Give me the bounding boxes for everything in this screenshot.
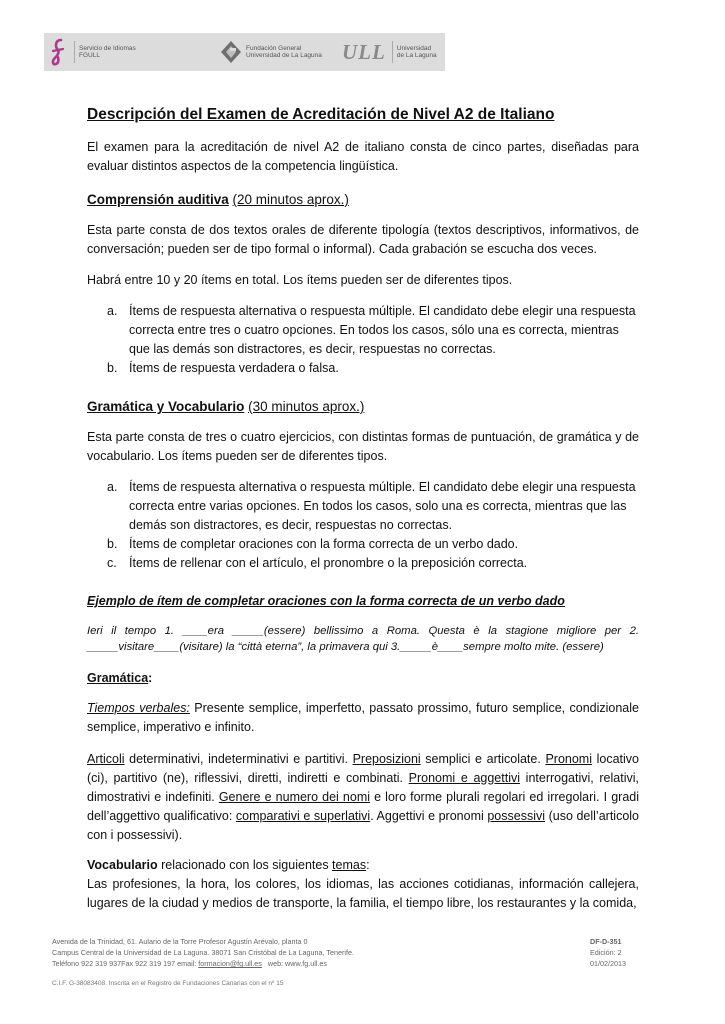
fg-diamond-icon	[220, 40, 242, 64]
tiempos-verbales-paragraph	[87, 699, 639, 737]
ull-sub: de La Laguna	[396, 52, 437, 59]
fg-sub: Universidad de La Laguna	[246, 52, 322, 59]
vocabulary-paragraph	[87, 856, 639, 913]
grammar-vocab-heading-label: Gramática y Vocabulario	[87, 399, 245, 414]
fgull-sub: FGULL	[79, 52, 100, 59]
list-marker: c.	[107, 556, 117, 570]
grammar-topic-text: locativo (ci), partitivo (ne), riflessivi, diretti, indiretti e combinati.	[87, 752, 640, 785]
vocabulary-mid: relacionado con los siguientes	[157, 858, 333, 872]
listening-item-list	[87, 302, 639, 378]
vocabulary-topics: Las profesiones, la hora, los colores, los idiomas, las acciones cotidianas, información callejera, lugares de la ciudad y medios de transporte, la familia, el tiempo libre, los restaurantes y la comida,	[87, 877, 639, 910]
example-title: Ejemplo de ítem de completar oraciones con la forma correcta de un verbo dado	[87, 594, 565, 608]
grammar-topic-term: possessivi	[487, 809, 546, 823]
grammar-heading	[87, 669, 639, 688]
grammar-topic-text: determinativi, indeterminativi e partitivi.	[124, 752, 353, 766]
listening-heading-label: Comprensión auditiva	[87, 192, 229, 207]
list-item-text: Ítems de respuesta verdadera o falsa.	[129, 361, 339, 375]
page-title: Descripción del Examen de Acreditación de Nivel A2 de Italiano	[87, 106, 555, 123]
ull-logo	[342, 33, 437, 71]
grammar-vocab-paragraph: Esta parte consta de tres o cuatro ejercicios, con distintas formas de puntuación, de gramática y de vocabulario. Los ítems pueden ser de diferentes tipos.	[87, 430, 639, 463]
footer-line-3	[52, 958, 472, 969]
section-heading-listening	[87, 190, 639, 209]
footer-doc-info	[590, 936, 650, 969]
list-item	[87, 302, 639, 359]
footer-date: 01/02/2013	[590, 959, 626, 968]
footer-web: web: www.fg.ull.es	[261, 959, 328, 968]
vocabulary-temas: temas	[332, 858, 367, 872]
logo-divider	[74, 41, 75, 63]
list-item-text: Ítems de completar oraciones con la forma correcta de un verbo dado.	[129, 537, 519, 551]
list-item-text: Ítems de respuesta alternativa o respuesta múltiple. El candidato debe elegir una respuesta correcta entre tres o cuatro opciones. En todos los casos, sólo una es correcta, mientras que las demás son distractores, es decir, respuestas no correctas.	[129, 304, 636, 356]
grammar-topic-term: comparativi e superlativi	[235, 809, 371, 823]
example-line-1: Ieri il tempo 1. ____era _____(essere) bellissimo a Roma. Questa è la stagione migliore per 2.	[87, 625, 639, 637]
list-marker: a.	[107, 480, 118, 494]
intro-paragraph: El examen para la acreditación de nivel A2 de italiano consta de cinco partes, diseñadas para evaluar distintos aspectos de la competencia lingüística.	[87, 140, 639, 173]
ull-mark: ULL	[342, 39, 386, 64]
example-line-2: _____visitare____(visitare) la “città eterna”, la primavera qui 3._____è____sempre molto mite. (essere)	[87, 641, 604, 653]
section-heading-grammar-vocab	[87, 397, 639, 416]
grammar-topic-text: (uso dell’articolo con i possessivi).	[87, 809, 640, 842]
header-banner	[44, 33, 445, 71]
list-item-text: Ítems de rellenar con el artículo, el pronombre o la preposición correcta.	[129, 556, 528, 570]
fgull-f-icon	[50, 37, 68, 67]
list-marker: a.	[107, 304, 118, 318]
grammar-heading-label: Gramática	[87, 671, 149, 685]
grammar-heading-colon: :	[148, 671, 153, 685]
grammar-topic-term: Pronomi	[545, 752, 592, 766]
grammar-topics-paragraph	[87, 750, 639, 845]
fg-logo	[220, 33, 322, 71]
grammar-topic-text: interrogativi, relativi, dimostrativi e indefiniti.	[87, 771, 639, 804]
fgull-logo	[50, 33, 136, 71]
vocabulary-label: Vocabulario	[87, 858, 158, 872]
grammar-topic-term: Pronomi e aggettivi	[408, 771, 521, 785]
footer-phone: Teléfono 922 319 937Fax 922 319 197 email:	[52, 959, 199, 968]
grammar-topic-term: Articoli	[87, 752, 125, 766]
grammar-topic-term: Preposizioni	[352, 752, 421, 766]
grammar-vocab-item-list	[87, 478, 639, 573]
tiempos-verbales-label: Tiempos verbales:	[87, 701, 190, 715]
ull-logo-text	[397, 45, 437, 60]
footer-line-1: Avenida de la Trinidad, 61. Aulario de la Torre Profesor Agustín Arévalo, planta 0	[52, 937, 308, 946]
list-item	[87, 535, 639, 554]
grammar-topic-text: semplici e articolate.	[420, 752, 546, 766]
footer-edition: Edición: 2	[590, 948, 622, 957]
fgull-logo-text	[79, 45, 136, 60]
ull-name: Universidad	[396, 44, 432, 52]
tiempos-verbales-text: Presente semplice, imperfetto, passato prossimo, futuro semplice, condizionale semplice, imperativo e infinito.	[87, 701, 639, 734]
footer-cif: C.I.F. G-38083408. Inscrita en el Registro de Fundaciones Canarias con el nº 15	[52, 980, 284, 987]
listening-paragraph-2: Habrá entre 10 y 20 ítems en total. Los ítems pueden ser de diferentes tipos.	[87, 273, 513, 287]
fg-name: Fundación General	[246, 44, 302, 52]
grammar-topic-term: Genere e numero dei nomi	[218, 790, 371, 804]
list-item	[87, 554, 639, 573]
list-marker: b.	[107, 361, 118, 375]
footer-doc-code: DF-D-351	[590, 937, 622, 946]
ull-divider	[392, 41, 393, 63]
listening-paragraph-1: Esta parte consta de dos textos orales de diferente tipología (textos descriptivos, informativos, de conversación; pueden ser de tipo formal o informal). Cada grabación se escucha dos veces.	[87, 223, 639, 256]
grammar-topic-text: e loro forme plurali regolari ed irregolari. I gradi dell’aggettivo qualificativo:	[87, 790, 640, 823]
fgull-name: Servicio de Idiomas	[79, 44, 136, 52]
footer-address	[52, 936, 472, 969]
list-item	[87, 478, 639, 535]
grammar-vocab-heading-time: (30 minutos aprox.)	[248, 399, 365, 414]
list-item-text: Ítems de respuesta alternativa o respuesta múltiple. El candidato debe elegir una respuesta correcta entre varias opciones. En todos los casos, solo una es correcta, mientras que las demás son distractores, es decir, respuestas no correctas.	[129, 480, 636, 532]
footer-email-link[interactable]: formacion@fg.ull.es	[198, 959, 262, 968]
grammar-topic-text: . Aggettivi e pronomi	[370, 809, 488, 823]
example-body	[87, 623, 639, 655]
list-marker: b.	[107, 537, 118, 551]
list-item	[87, 359, 639, 378]
listening-heading-time: (20 minutos aprox.)	[232, 192, 349, 207]
footer-line-2: Campus Central de la Universidad de La Laguna. 38071 San Cristóbal de La Laguna, Tenerife.	[52, 948, 354, 957]
fg-logo-text	[246, 45, 322, 60]
vocabulary-colon: :	[366, 858, 370, 872]
